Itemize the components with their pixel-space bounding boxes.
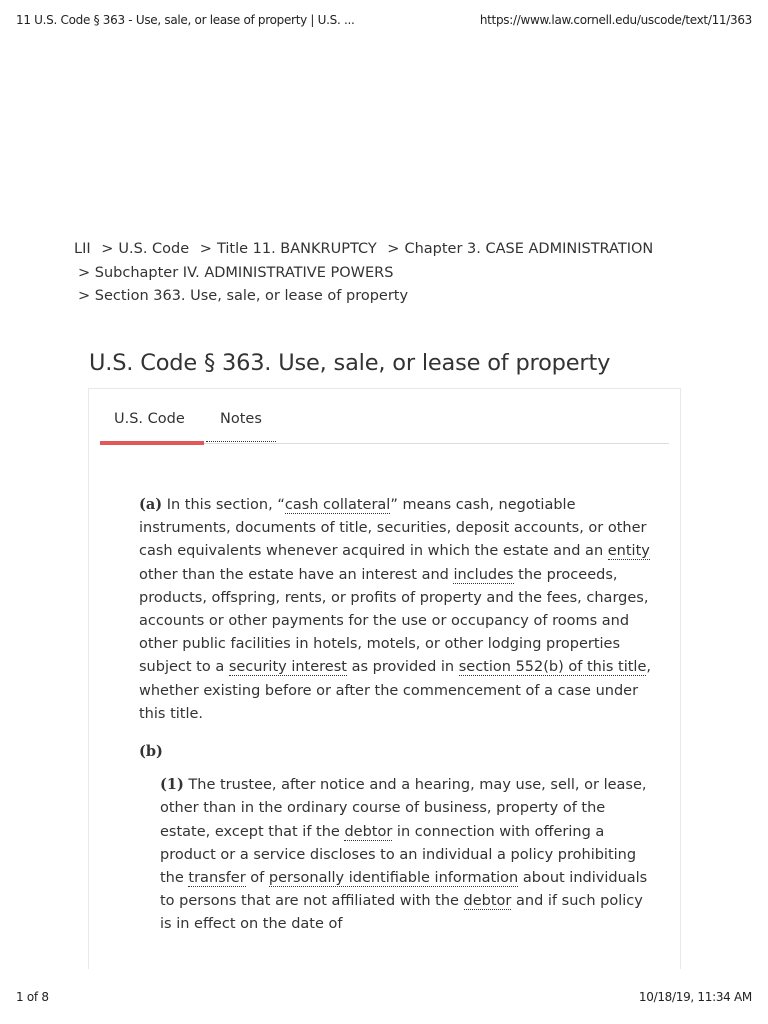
statute-text-run: The trustee, after notice and a hearing, may use, sell, or lease, other than in the ordinary course of business, property of the estate, except that if the <box>160 777 647 840</box>
term-link-security-interest[interactable]: security interest <box>228 659 347 676</box>
breadcrumb-item-subchapter-iv[interactable]: Subchapter IV. ADMINISTRATIVE POWERS <box>94 264 394 281</box>
breadcrumb-item-lii[interactable]: LII <box>74 241 91 257</box>
statute-text-run: the proceeds, products, offspring, rents, or profits of property and the fees, charges, accounts or other payments for the use or occupancy of rooms and other public facilities in hotels, motels, or other lodging properties subject to a <box>139 566 649 676</box>
statute-text-run: as provided in <box>346 659 459 676</box>
term-link-cash-collateral[interactable]: cash collateral <box>284 497 391 513</box>
breadcrumb-item-title-11[interactable]: Title 11. BANKRUPTCY <box>216 241 377 257</box>
term-link-personally-identifiable-information[interactable]: personally identifiable information <box>268 870 519 887</box>
subsection-label: (a) <box>139 496 163 513</box>
active-tab-indicator <box>100 441 204 445</box>
print-datetime: 10/18/19, 11:34 AM <box>638 990 752 1004</box>
term-link-debtor[interactable]: debtor <box>344 823 393 840</box>
statute-text-run: other than the estate have an interest and <box>139 566 454 583</box>
tab-us-code[interactable]: U.S. Code <box>114 411 185 427</box>
statute-text-run: In this section, “ <box>162 497 285 513</box>
breadcrumb-separator: > <box>387 241 400 257</box>
breadcrumb-item-us-code[interactable]: U.S. Code <box>118 241 190 257</box>
print-page-title: 11 U.S. Code § 363 - Use, sale, or lease of property | U.S. ... <box>16 13 355 27</box>
statute-text-run: and if such policy is in effect on the date of <box>160 893 643 933</box>
tab-notes-underline <box>206 441 276 442</box>
content-card <box>88 388 681 969</box>
statute-text-run: ” means cash, negotiable instruments, documents of title, securities, deposit accounts, or other cash equivalents whenever acquired in which the estate and an <box>139 497 647 560</box>
breadcrumb <box>74 238 714 309</box>
statute-text-run: of <box>245 870 269 887</box>
page-title: U.S. Code § 363. Use, sale, or lease of property <box>89 350 611 376</box>
breadcrumb-separator: > <box>78 288 91 304</box>
print-page-number: 1 of 8 <box>16 990 49 1004</box>
subsection-a <box>139 493 659 726</box>
paragraph-b-1 <box>160 773 659 936</box>
statute-text-run: , whether existing before or after the commencement of a case under this title. <box>139 659 651 722</box>
term-link-transfer[interactable]: transfer <box>188 870 246 887</box>
subsection-b-label: (b) <box>139 743 163 761</box>
term-link-includes[interactable]: includes <box>453 566 514 583</box>
statute-text <box>139 493 659 951</box>
print-url: https://www.law.cornell.edu/uscode/text/11/363 <box>479 13 752 27</box>
cross-reference-link-section-552b[interactable]: section 552(b) of this title <box>458 659 647 676</box>
breadcrumb-separator: > <box>78 264 91 281</box>
breadcrumb-separator: > <box>101 241 114 257</box>
breadcrumb-separator: > <box>199 241 212 257</box>
term-link-entity[interactable]: entity <box>607 543 650 560</box>
term-link-debtor[interactable]: debtor <box>463 893 512 910</box>
tab-notes[interactable]: Notes <box>220 411 262 427</box>
breadcrumb-item-chapter-3[interactable]: Chapter 3. CASE ADMINISTRATION <box>404 241 654 257</box>
tab-bar <box>100 389 669 444</box>
statute-text-run: in connection with offering a product or a service discloses to an individual a policy prohibiting the <box>160 823 637 887</box>
breadcrumb-item-section-363[interactable]: Section 363. Use, sale, or lease of property <box>94 288 409 304</box>
paragraph-label: (1) <box>160 776 184 794</box>
statute-text-run: about individuals to persons that are not affiliated with the <box>160 870 648 910</box>
